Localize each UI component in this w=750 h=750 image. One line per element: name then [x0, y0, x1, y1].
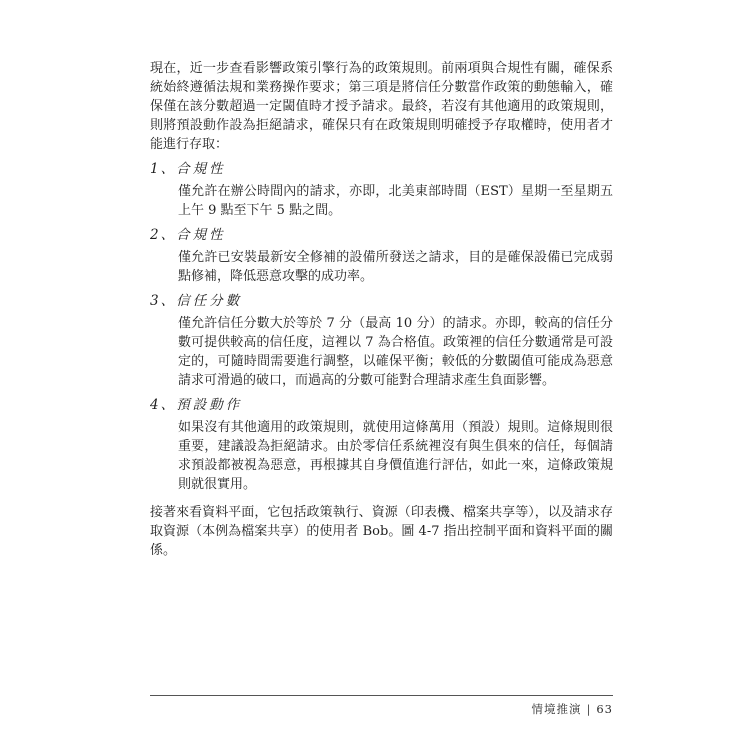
rule-number: 1、	[150, 161, 177, 177]
footer-divider-line	[150, 695, 613, 696]
rule-title: 合規性	[176, 161, 226, 177]
running-head: 情境推演	[531, 702, 582, 716]
rule-item-4	[150, 396, 613, 494]
rule-title: 合規性	[176, 227, 226, 243]
page-body-text	[150, 59, 613, 560]
intro-paragraph: 現在，近一步查看影響政策引擎行為的政策規則。前兩項與合規性有關，確保系統始終遵循法規和業務操作要求；第三項是將信任分數當作政策的動態輸入，確保僅在該分數超過一定閾值時才授予請求。最終，若沒有其他適用的政策規則，則將預設動作設為拒絕請求，確保只有在政策規則明確授予存取權時，使用者才能進行存取：	[150, 61, 613, 152]
rule-body: 僅允許在辦公時間內的請求，亦即，北美東部時間（EST）星期一至星期五上午 9 點至下午 5 點之間。	[178, 184, 613, 218]
closing-paragraph: 接著來看資料平面，它包括政策執行、資源（印表機、檔案共享等），以及請求存取資源（本例為檔案共享）的使用者 Bob。圖 4-7 指出控制平面和資料平面的關係。	[150, 505, 613, 558]
rule-number: 4、	[150, 397, 177, 413]
rule-number: 3、	[150, 293, 177, 309]
footer-divider-glyph: |	[586, 702, 592, 716]
rule-heading	[150, 292, 613, 311]
rule-heading	[150, 226, 613, 245]
rule-item-2	[150, 226, 613, 286]
rule-body: 如果沒有其他適用的政策規則，就使用這條萬用（預設）規則。這條規則很重要，建議設為拒絕請求。由於零信任系統裡沒有與生俱來的信任，每個請求預設都被視為惡意，再根據其自身價值進行評估，如此一來，這條政策規則就很實用。	[178, 420, 613, 492]
rule-heading	[150, 396, 613, 415]
rule-title: 信任分數	[176, 293, 243, 309]
page-number: 63	[596, 702, 613, 716]
rule-body: 僅允許已安裝最新安全修補的設備所發送之請求，目的是確保設備已完成弱點修補，降低惡意攻擊的成功率。	[178, 250, 613, 284]
rule-number: 2、	[150, 227, 177, 243]
rule-item-3	[150, 292, 613, 390]
page-footer	[150, 702, 613, 716]
rule-title: 預設動作	[176, 397, 243, 413]
rule-body: 僅允許信任分數大於等於 7 分（最高 10 分）的請求。亦即，較高的信任分數可提供較高的信任度，這裡以 7 為合格值。政策裡的信任分數通常是可設定的，可隨時間需要進行調整，以確保平衡；較低的分數閾值可能成為惡意請求可滑過的破口，而過高的分數可能對合理請求產生負面影響。	[178, 316, 613, 388]
rule-item-1	[150, 160, 613, 220]
rule-heading	[150, 160, 613, 179]
